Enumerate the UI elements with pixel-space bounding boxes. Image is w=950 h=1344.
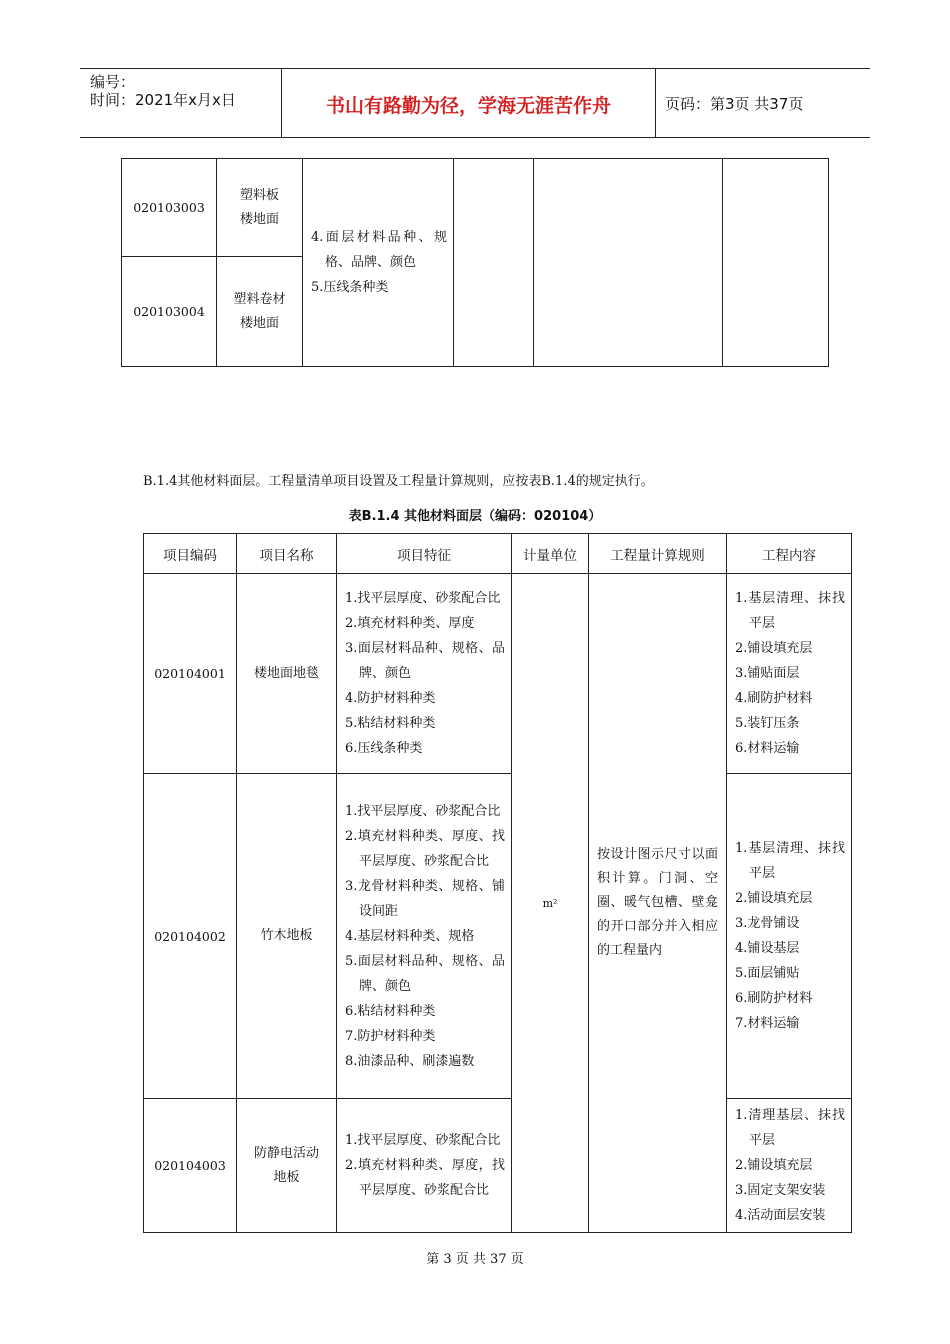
feature-list (337, 582, 511, 765)
table-continuation (121, 158, 829, 367)
list-item: 2.填充材料种类、厚度 (345, 616, 475, 631)
page-info: 页码：第3页 共37页 (665, 95, 804, 113)
header-left-cell (80, 69, 280, 137)
list-item: 4.铺设基层 (735, 941, 800, 956)
item-name-line: 防静电活动 (253, 1145, 319, 1161)
item-name-line: 楼地面 (239, 211, 279, 227)
list-item: 5.压线条种类 (311, 280, 389, 295)
item-name-line: 楼地面地毯 (253, 665, 319, 681)
column-header-unit: 计量单位 (512, 534, 589, 574)
item-code: 020103004 (122, 257, 217, 367)
item-code: 020104001 (144, 574, 237, 774)
list-item: 2.铺设填充层 (735, 641, 813, 656)
list-item: 7.防护材料种类 (345, 1028, 436, 1044)
document-header (80, 68, 870, 138)
item-name (237, 774, 337, 1099)
item-name (217, 257, 303, 367)
list-item: 4.基层材料种类、规格 (345, 928, 475, 944)
item-code: 020104003 (144, 1099, 237, 1233)
item-name (237, 1099, 337, 1233)
column-header-rule: 工程量计算规则 (589, 534, 727, 574)
list-item: 1.清理基层、抹找平层 (735, 1108, 845, 1148)
item-name-line: 竹木地板 (260, 928, 313, 943)
list-item: 6.刷防护材料 (735, 991, 813, 1006)
serial-number-label: 编号： (90, 73, 136, 91)
list-item: 2.填充材料种类、厚度、找平层厚度、砂浆配合比 (345, 828, 505, 869)
list-item: 2.铺设填充层 (735, 891, 813, 906)
list-item: 1.找平层厚度、砂浆配合比 (345, 1133, 501, 1148)
item-features (337, 574, 512, 774)
feature-list (303, 221, 453, 304)
list-item: 4.防护材料种类 (345, 691, 436, 706)
item-code: 020103003 (122, 159, 217, 257)
header-center-cell (281, 69, 656, 137)
rule-cell (534, 159, 723, 367)
list-item: 3.面层材料品种、规格、品牌、颜色 (345, 641, 505, 681)
list-item: 6.压线条种类 (345, 741, 423, 756)
page-footer: 第 3 页 共 37 页 (426, 1252, 524, 1267)
feature-list (337, 1124, 511, 1207)
item-code: 020104002 (144, 774, 237, 1099)
item-name-line: 地板 (273, 1169, 300, 1185)
item-name-line: 楼地面 (239, 315, 279, 331)
table-caption: 表B.1.4 其他材料面层（编码：020104） (348, 509, 602, 524)
list-item: 1.找平层厚度、砂浆配合比 (345, 591, 501, 606)
table-row (122, 159, 829, 257)
list-item: 3.铺贴面层 (735, 666, 800, 681)
list-item: 4.刷防护材料 (735, 691, 813, 706)
unit-cell: m² (512, 574, 589, 1233)
feature-list (337, 795, 511, 1078)
list-item: 1.基层清理、抹找平层 (735, 841, 845, 881)
list-item: 5.面层铺贴 (735, 966, 800, 981)
column-header-code: 项目编码 (144, 534, 237, 574)
calculation-rule: 按设计图示尺寸以面积计算。门洞、空圈、暖气包槽、壁龛的开口部分并入相应的工程量内 (597, 847, 718, 958)
column-header-features: 项目特征 (337, 534, 512, 574)
list-item: 4.活动面层安装 (735, 1208, 826, 1223)
item-name-line: 塑料板 (239, 187, 279, 203)
table-other-materials (143, 533, 852, 1233)
content-list (727, 832, 851, 1040)
list-item: 2.填充材料种类、厚度，找平层厚度、砂浆配合比 (345, 1158, 505, 1198)
item-features (337, 774, 512, 1099)
item-features (303, 159, 454, 367)
body-paragraph: B.1.4其他材料面层。工程量清单项目设置及工程量计算规则，应按表B.1.4的规定执行。 (143, 474, 654, 489)
unit-cell (454, 159, 534, 367)
content-cell (727, 574, 852, 774)
header-right-cell (655, 69, 870, 137)
item-name (217, 159, 303, 257)
list-item: 6.粘结材料种类 (345, 1003, 436, 1019)
list-item: 1.基层清理、抹找平层 (735, 591, 845, 631)
column-header-content: 工程内容 (727, 534, 852, 574)
rule-cell (589, 574, 727, 1233)
list-item: 3.固定支架安装 (735, 1183, 826, 1198)
list-item: 5.装钉压条 (735, 716, 800, 731)
list-item: 7.材料运输 (735, 1016, 800, 1031)
list-item: 4.面层材料品种、规格、品牌、颜色 (311, 230, 447, 270)
item-name (237, 574, 337, 774)
content-list (727, 1099, 851, 1232)
list-item: 1.找平层厚度、砂浆配合比 (345, 803, 501, 819)
content-list (727, 582, 851, 765)
table-row (144, 1099, 852, 1233)
list-item: 2.铺设填充层 (735, 1158, 813, 1173)
table-header-row (144, 534, 852, 574)
table-row (144, 574, 852, 774)
table-row (144, 774, 852, 1099)
column-header-name: 项目名称 (237, 534, 337, 574)
list-item: 8.油漆品种、刷漆遍数 (345, 1053, 475, 1069)
item-features (337, 1099, 512, 1233)
item-name-line: 塑料卷材 (233, 291, 286, 307)
content-cell (723, 159, 829, 367)
list-item: 6.材料运输 (735, 741, 800, 756)
list-item: 3.龙骨材料种类、规格、铺设间距 (345, 878, 505, 919)
content-cell (727, 1099, 852, 1233)
header-motto: 书山有路勤为径，学海无涯苦作舟 (325, 95, 611, 117)
list-item: 5.粘结材料种类 (345, 716, 436, 731)
list-item: 3.龙骨铺设 (735, 916, 800, 931)
date-line: 时间：2021年x月x日 (90, 91, 236, 109)
content-cell (727, 774, 852, 1099)
list-item: 5.面层材料品种、规格、品牌、颜色 (345, 953, 505, 994)
